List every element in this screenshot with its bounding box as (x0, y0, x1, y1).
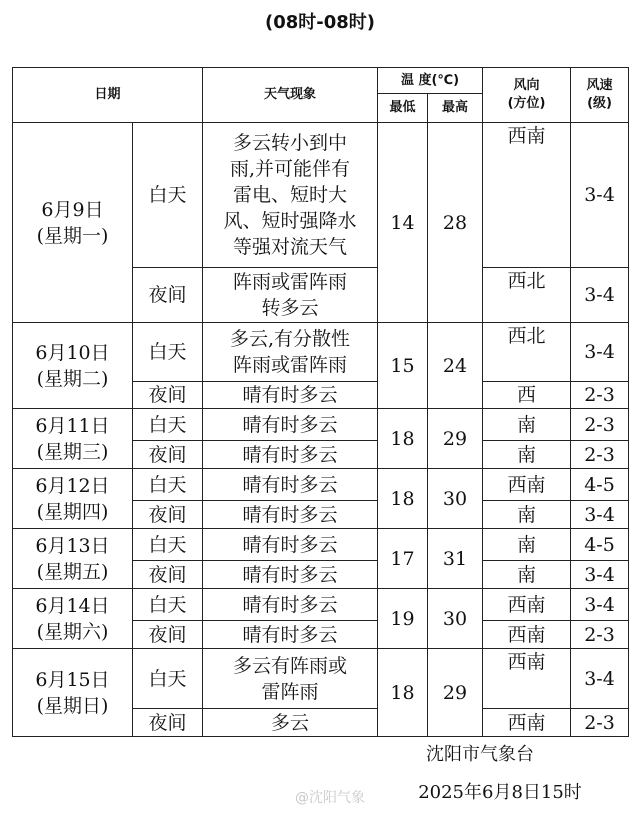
table-row (13, 589, 629, 621)
wind-speed: 3-4 (571, 649, 629, 709)
period-label: 白天 (133, 529, 203, 561)
weather-line: 转多云 (261, 297, 319, 319)
wind-direction: 南 (483, 501, 571, 529)
header-weather: 天气现象 (203, 68, 378, 123)
date-cell (13, 469, 133, 529)
table-row (13, 323, 629, 382)
weather-cell (203, 529, 378, 561)
date-label: 6月14日 (35, 594, 110, 617)
wind-speed: 2-3 (571, 382, 629, 409)
weekday-label: (星期三) (36, 440, 109, 463)
header-temperature: 温 度(℃) (378, 68, 483, 94)
date-cell (13, 649, 133, 737)
header-wind-direction-label: 风向 (513, 78, 540, 93)
header-wind-direction (483, 68, 571, 123)
date-label: 6月13日 (35, 534, 110, 557)
forecast-body (13, 123, 629, 737)
wind-direction: 西南 (483, 589, 571, 621)
weather-line: 晴有时多云 (242, 563, 338, 586)
wind-speed: 2-3 (571, 441, 629, 469)
weekday-label: (星期六) (36, 620, 109, 643)
forecast-table (12, 67, 629, 737)
weekday-label: (星期二) (36, 367, 109, 390)
temp-min: 18 (378, 409, 428, 469)
temp-min: 17 (378, 529, 428, 589)
period-label: 白天 (133, 123, 203, 268)
weekday-label: (星期四) (36, 500, 109, 523)
weather-line: 多云有阵雨或 (233, 654, 348, 677)
wind-speed: 4-5 (571, 529, 629, 561)
weather-line: 晴有时多云 (242, 593, 338, 616)
header-temp-min: 最低 (378, 94, 428, 123)
temp-min: 18 (378, 649, 428, 737)
date-label: 6月15日 (35, 668, 110, 691)
wind-direction: 西南 (483, 621, 571, 649)
issued-time: 2025年6月8日15时 (418, 782, 582, 803)
weather-cell (203, 501, 378, 529)
table-row (13, 409, 629, 441)
temp-max: 29 (428, 409, 483, 469)
date-cell (13, 123, 133, 323)
weather-cell (203, 323, 378, 382)
weekday-label: (星期五) (36, 560, 109, 583)
wind-speed: 3-4 (571, 589, 629, 621)
weather-line: 阵雨或雷阵雨 (233, 271, 348, 293)
wind-speed: 3-4 (571, 268, 629, 323)
period-label: 夜间 (133, 709, 203, 737)
date-cell (13, 529, 133, 589)
wind-speed: 2-3 (571, 621, 629, 649)
period-label: 夜间 (133, 561, 203, 589)
weather-cell (203, 561, 378, 589)
wind-speed: 2-3 (571, 409, 629, 441)
wind-speed: 3-4 (571, 323, 629, 382)
period-label: 夜间 (133, 441, 203, 469)
weather-line: 晴有时多云 (242, 623, 338, 646)
weather-line: 多云 (271, 711, 310, 734)
wind-direction: 西 (483, 382, 571, 409)
temp-min: 18 (378, 469, 428, 529)
weekday-label: (星期日) (36, 694, 109, 717)
wind-direction: 南 (483, 409, 571, 441)
weather-line: 等强对流天气 (233, 236, 348, 258)
period-label: 夜间 (133, 268, 203, 323)
weather-line: 风、短时强降水 (223, 210, 357, 232)
wind-speed: 3-4 (571, 501, 629, 529)
weather-cell (203, 382, 378, 409)
weather-line: 雨,并可能伴有 (229, 158, 351, 180)
weekday-label: (星期一) (36, 224, 109, 247)
weather-line: 多云,有分散性 (229, 328, 351, 350)
date-cell (13, 409, 133, 469)
temp-max: 28 (428, 123, 483, 323)
header-date: 日期 (13, 68, 203, 123)
period-label: 夜间 (133, 621, 203, 649)
wind-direction: 西南 (483, 123, 571, 268)
date-label: 6月10日 (35, 341, 110, 364)
weather-line: 晴有时多云 (242, 503, 338, 526)
date-label: 6月12日 (35, 474, 110, 497)
period-label: 白天 (133, 469, 203, 501)
weather-cell (203, 409, 378, 441)
temp-min: 19 (378, 589, 428, 649)
time-range-title: (08时-08时) (264, 12, 376, 33)
wind-direction: 南 (483, 529, 571, 561)
date-label: 6月9日 (41, 198, 104, 221)
header-wind-speed-unit: (级) (587, 96, 612, 111)
wind-direction: 西南 (483, 469, 571, 501)
period-label: 白天 (133, 649, 203, 709)
header-wind-speed-label: 风速 (586, 78, 613, 93)
weather-line: 晴有时多云 (242, 384, 338, 406)
temp-min: 14 (378, 123, 428, 323)
watermark-logo: @沈阳气象 (295, 790, 365, 806)
table-row (13, 529, 629, 561)
wind-direction: 南 (483, 441, 571, 469)
wind-speed: 2-3 (571, 709, 629, 737)
period-label: 白天 (133, 323, 203, 382)
weather-cell (203, 123, 378, 268)
header-temp-max: 最高 (428, 94, 483, 123)
table-row (13, 469, 629, 501)
weather-cell (203, 621, 378, 649)
table-row (13, 649, 629, 709)
wind-direction: 西南 (483, 709, 571, 737)
date-cell (13, 323, 133, 409)
wind-direction: 西南 (483, 649, 571, 709)
temp-max: 31 (428, 529, 483, 589)
weather-cell (203, 441, 378, 469)
wind-direction: 西北 (483, 323, 571, 382)
weather-line: 晴有时多云 (242, 443, 338, 466)
period-label: 夜间 (133, 501, 203, 529)
weather-cell (203, 268, 378, 323)
weather-line: 晴有时多云 (242, 533, 338, 556)
weather-cell (203, 589, 378, 621)
weather-cell (203, 649, 378, 709)
weather-line: 多云转小到中 (233, 132, 348, 154)
weather-line: 雷阵雨 (261, 680, 319, 703)
period-label: 白天 (133, 589, 203, 621)
weather-line: 雷电、短时大 (233, 184, 348, 206)
temp-max: 30 (428, 589, 483, 649)
temp-max: 24 (428, 323, 483, 409)
date-cell (13, 589, 133, 649)
wind-direction: 南 (483, 561, 571, 589)
wind-direction: 西北 (483, 268, 571, 323)
weather-line: 阵雨或雷阵雨 (233, 354, 348, 376)
wind-speed: 3-4 (571, 123, 629, 268)
table-row (13, 123, 629, 268)
weather-cell (203, 469, 378, 501)
period-label: 夜间 (133, 382, 203, 409)
header-wind-speed (571, 68, 629, 123)
period-label: 白天 (133, 409, 203, 441)
temp-min: 15 (378, 323, 428, 409)
temp-max: 30 (428, 469, 483, 529)
weather-line: 晴有时多云 (242, 473, 338, 496)
header-wind-direction-unit: (方位) (507, 96, 546, 111)
weather-cell (203, 709, 378, 737)
temp-max: 29 (428, 649, 483, 737)
weather-line: 晴有时多云 (242, 413, 338, 436)
wind-speed: 3-4 (571, 561, 629, 589)
issuer: 沈阳市气象台 (426, 744, 534, 765)
date-label: 6月11日 (35, 414, 110, 437)
wind-speed: 4-5 (571, 469, 629, 501)
